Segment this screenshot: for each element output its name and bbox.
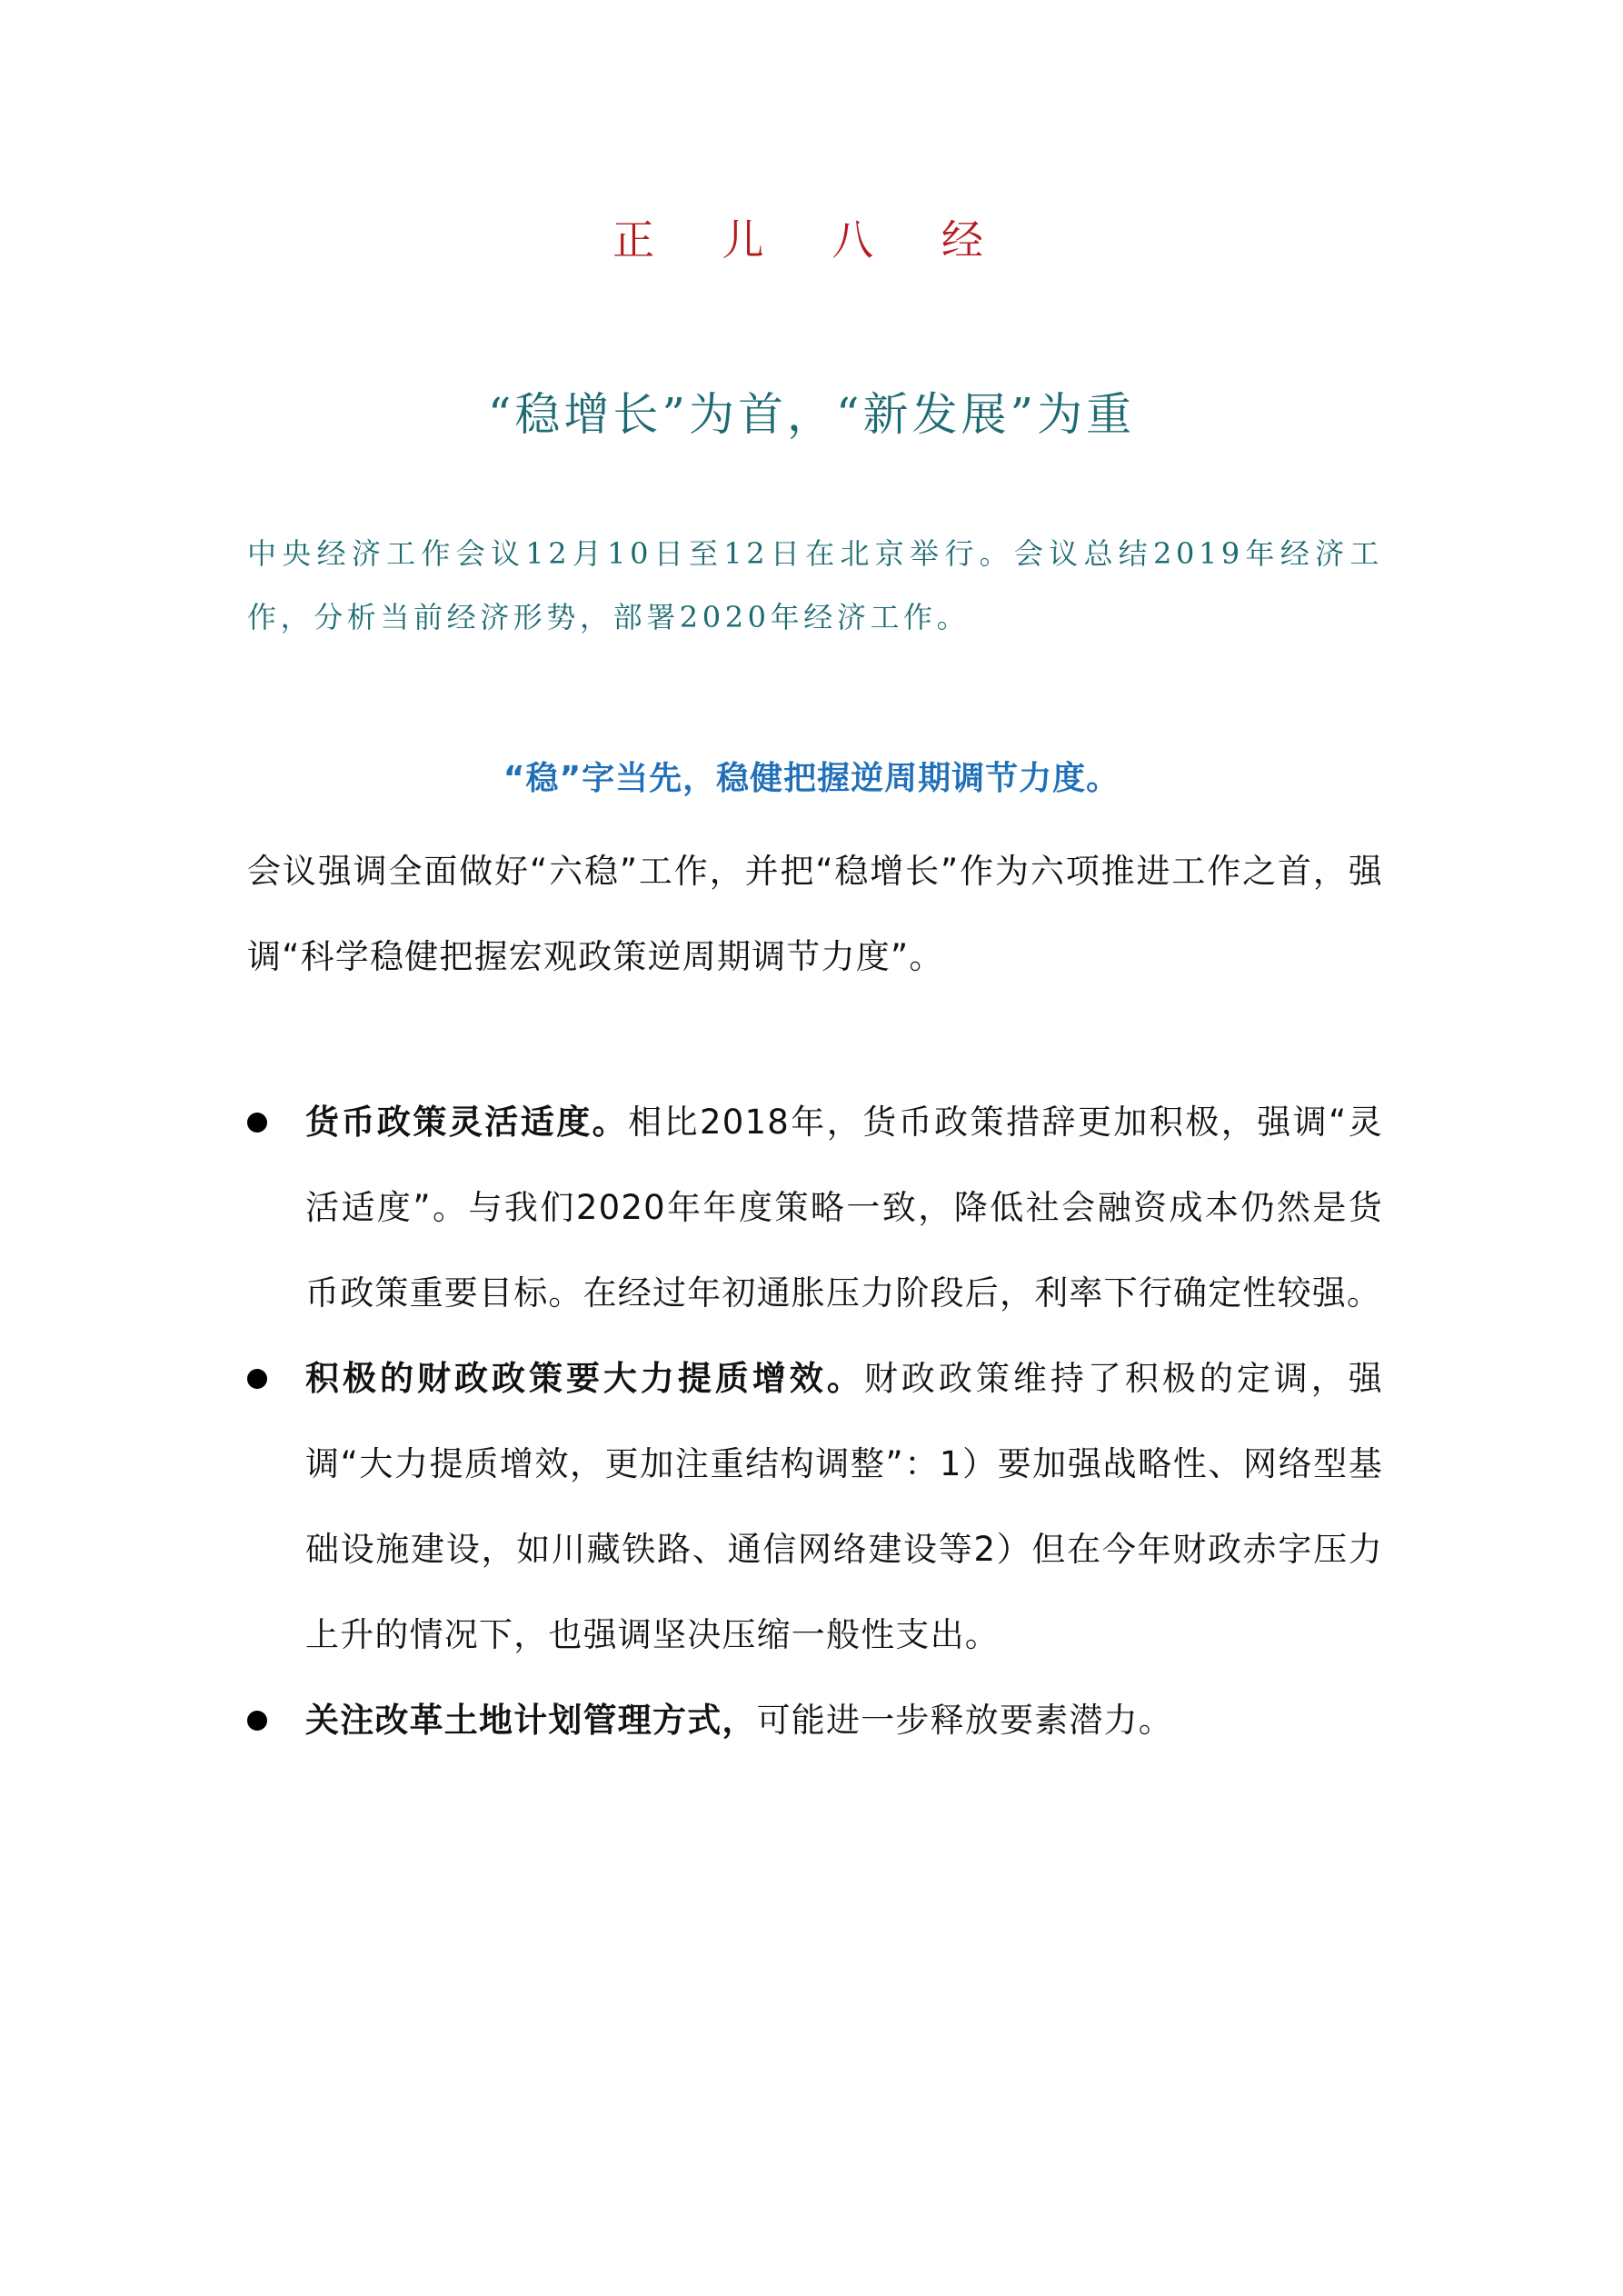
bullet-text: 财政政策维持了积极的定调，强调“大力提质增效，更加注重结构调整”：1）要加强战略性、网络型基础设施建设，如川藏铁路、通信网络建设等2）但在今年财政赤字压力上升的情况下，也强调坚决压缩一般性支出。 — [305, 1359, 1383, 1654]
headline: “稳增长”为首，“新发展”为重 — [487, 388, 1136, 441]
bullet-lead: 积极的财政政策要大力提质增效。 — [305, 1359, 864, 1398]
section-title: “稳”字当先，稳健把握逆周期调节力度。 — [503, 760, 1120, 797]
masthead-title: 正 儿 八 经 — [612, 215, 1011, 265]
bullet-lead: 货币政策灵活适度。 — [305, 1103, 629, 1142]
lead-paragraph: 中央经济工作会议12月10日至12日在北京举行。会议总结2019年经济工作，分析当前经济形势，部署2020年经济工作。 — [247, 536, 1383, 634]
bullet-item-monetary-policy — [247, 1080, 1383, 1336]
bullet-item-fiscal-policy — [247, 1336, 1383, 1678]
bullet-item-land-reform — [247, 1678, 1383, 1763]
bullet-lead: 关注改革土地计划管理方式， — [305, 1701, 757, 1740]
bullet-dot-icon — [247, 1369, 267, 1389]
bullet-dot-icon — [247, 1113, 267, 1133]
bullet-text: 相比2018年，货币政策措辞更加积极，强调“灵活适度”。与我们2020年年度策略一致，降低社会融资成本仍然是货币政策重要目标。在经过年初通胀压力阶段后，利率下行确定性较强。 — [305, 1103, 1383, 1313]
bullet-dot-icon — [247, 1711, 267, 1731]
section-body: 会议强调全面做好“六稳”工作，并把“稳增长”作为六项推进工作之首，强调“科学稳健把握宏观政策逆周期调节力度”。 — [247, 852, 1383, 976]
bullet-text: 可能进一步释放要素潜力。 — [756, 1701, 1174, 1740]
bullet-list — [247, 1080, 1383, 1763]
